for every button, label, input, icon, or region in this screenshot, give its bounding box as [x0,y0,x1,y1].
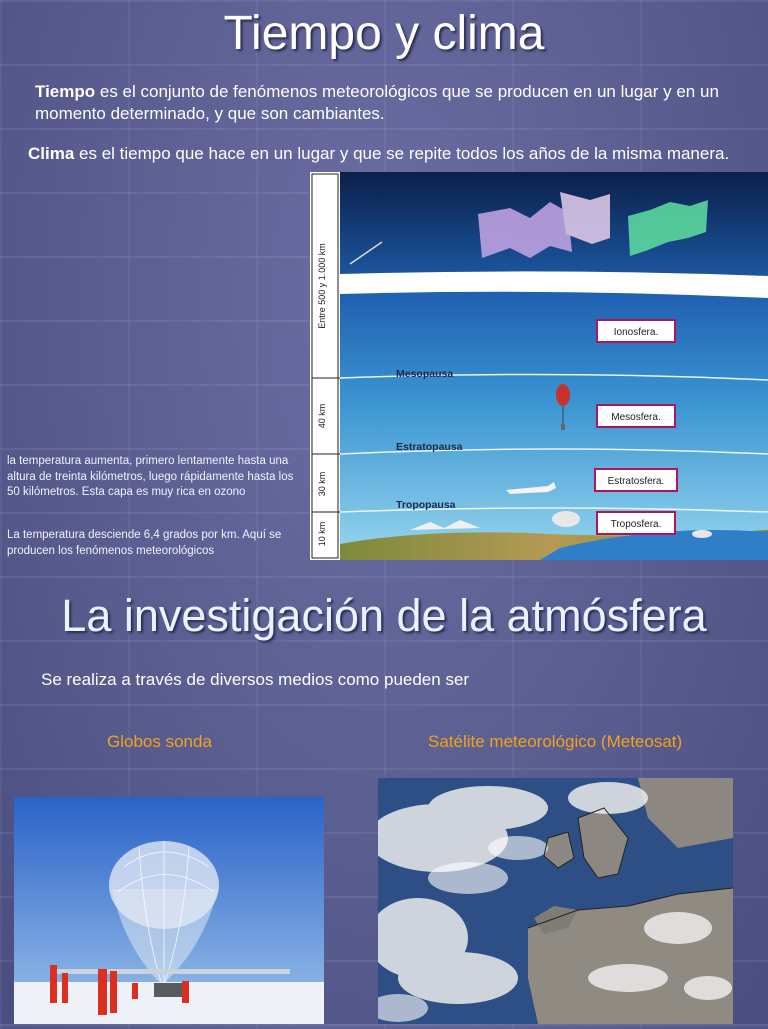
layer-box-estratosfera [595,469,677,491]
height-label-troposfera: 10 km [317,521,327,547]
height-label-mesosfera: 40 km [317,403,327,429]
layer-label-estratosfera: Estratosfera. [607,476,665,487]
weather-balloon-photo [14,797,324,1024]
layer-label-troposfera: Troposfera. [610,519,662,530]
atmosphere-diagram [310,172,768,560]
boundary-tropopausa: Tropopausa [396,499,456,511]
satelite-label: Satélite meteorológico (Meteosat) [428,732,683,751]
boundary-mesopausa: Mesopausa [396,368,454,380]
tiempo-definition [35,81,750,125]
boundary-estratopausa: Estratopausa [396,441,463,453]
section2-title: La investigación de la atmósfera [61,590,707,641]
estratosfera-note: la temperatura aumenta, primero lentamente hasta una altura de treinta kilómetros, luego rápidamente hasta los 50 kilómetros. Esta capa es muy rica en ozono [7,455,294,498]
tiempo-term: Tiempo [35,82,96,101]
layer-label-ionosfera: Ionosfera. [613,327,659,338]
page-title: Tiempo y clima [223,7,545,60]
globos-sonda-label: Globos sonda [107,732,212,751]
section2-intro: Se realiza a través de diversos medios como pueden ser [41,670,470,689]
meteosat-satellite-image [378,778,733,1024]
layer-box-troposfera [597,512,675,534]
height-label-ionosfera: Entre 500 y 1.000 km [317,243,327,329]
layer-box-mesosfera [597,405,675,427]
layer-box-ionosfera [597,320,675,342]
clima-text: es el tiempo que hace en un lugar y que se repite todos los años de la misma manera. [74,144,730,163]
clima-definition [28,143,756,165]
height-label-estratosfera: 30 km [317,471,327,497]
troposfera-note: La temperatura desciende 6,4 grados por km. Aquí se producen los fenómenos meteorológicos [7,529,282,557]
layer-label-mesosfera: Mesosfera. [611,412,661,423]
tiempo-text: es el conjunto de fenómenos meteorológicos que se producen en un lugar y en un momento determinado, y que son cambiantes. [35,82,719,123]
clima-term: Clima [28,144,75,163]
